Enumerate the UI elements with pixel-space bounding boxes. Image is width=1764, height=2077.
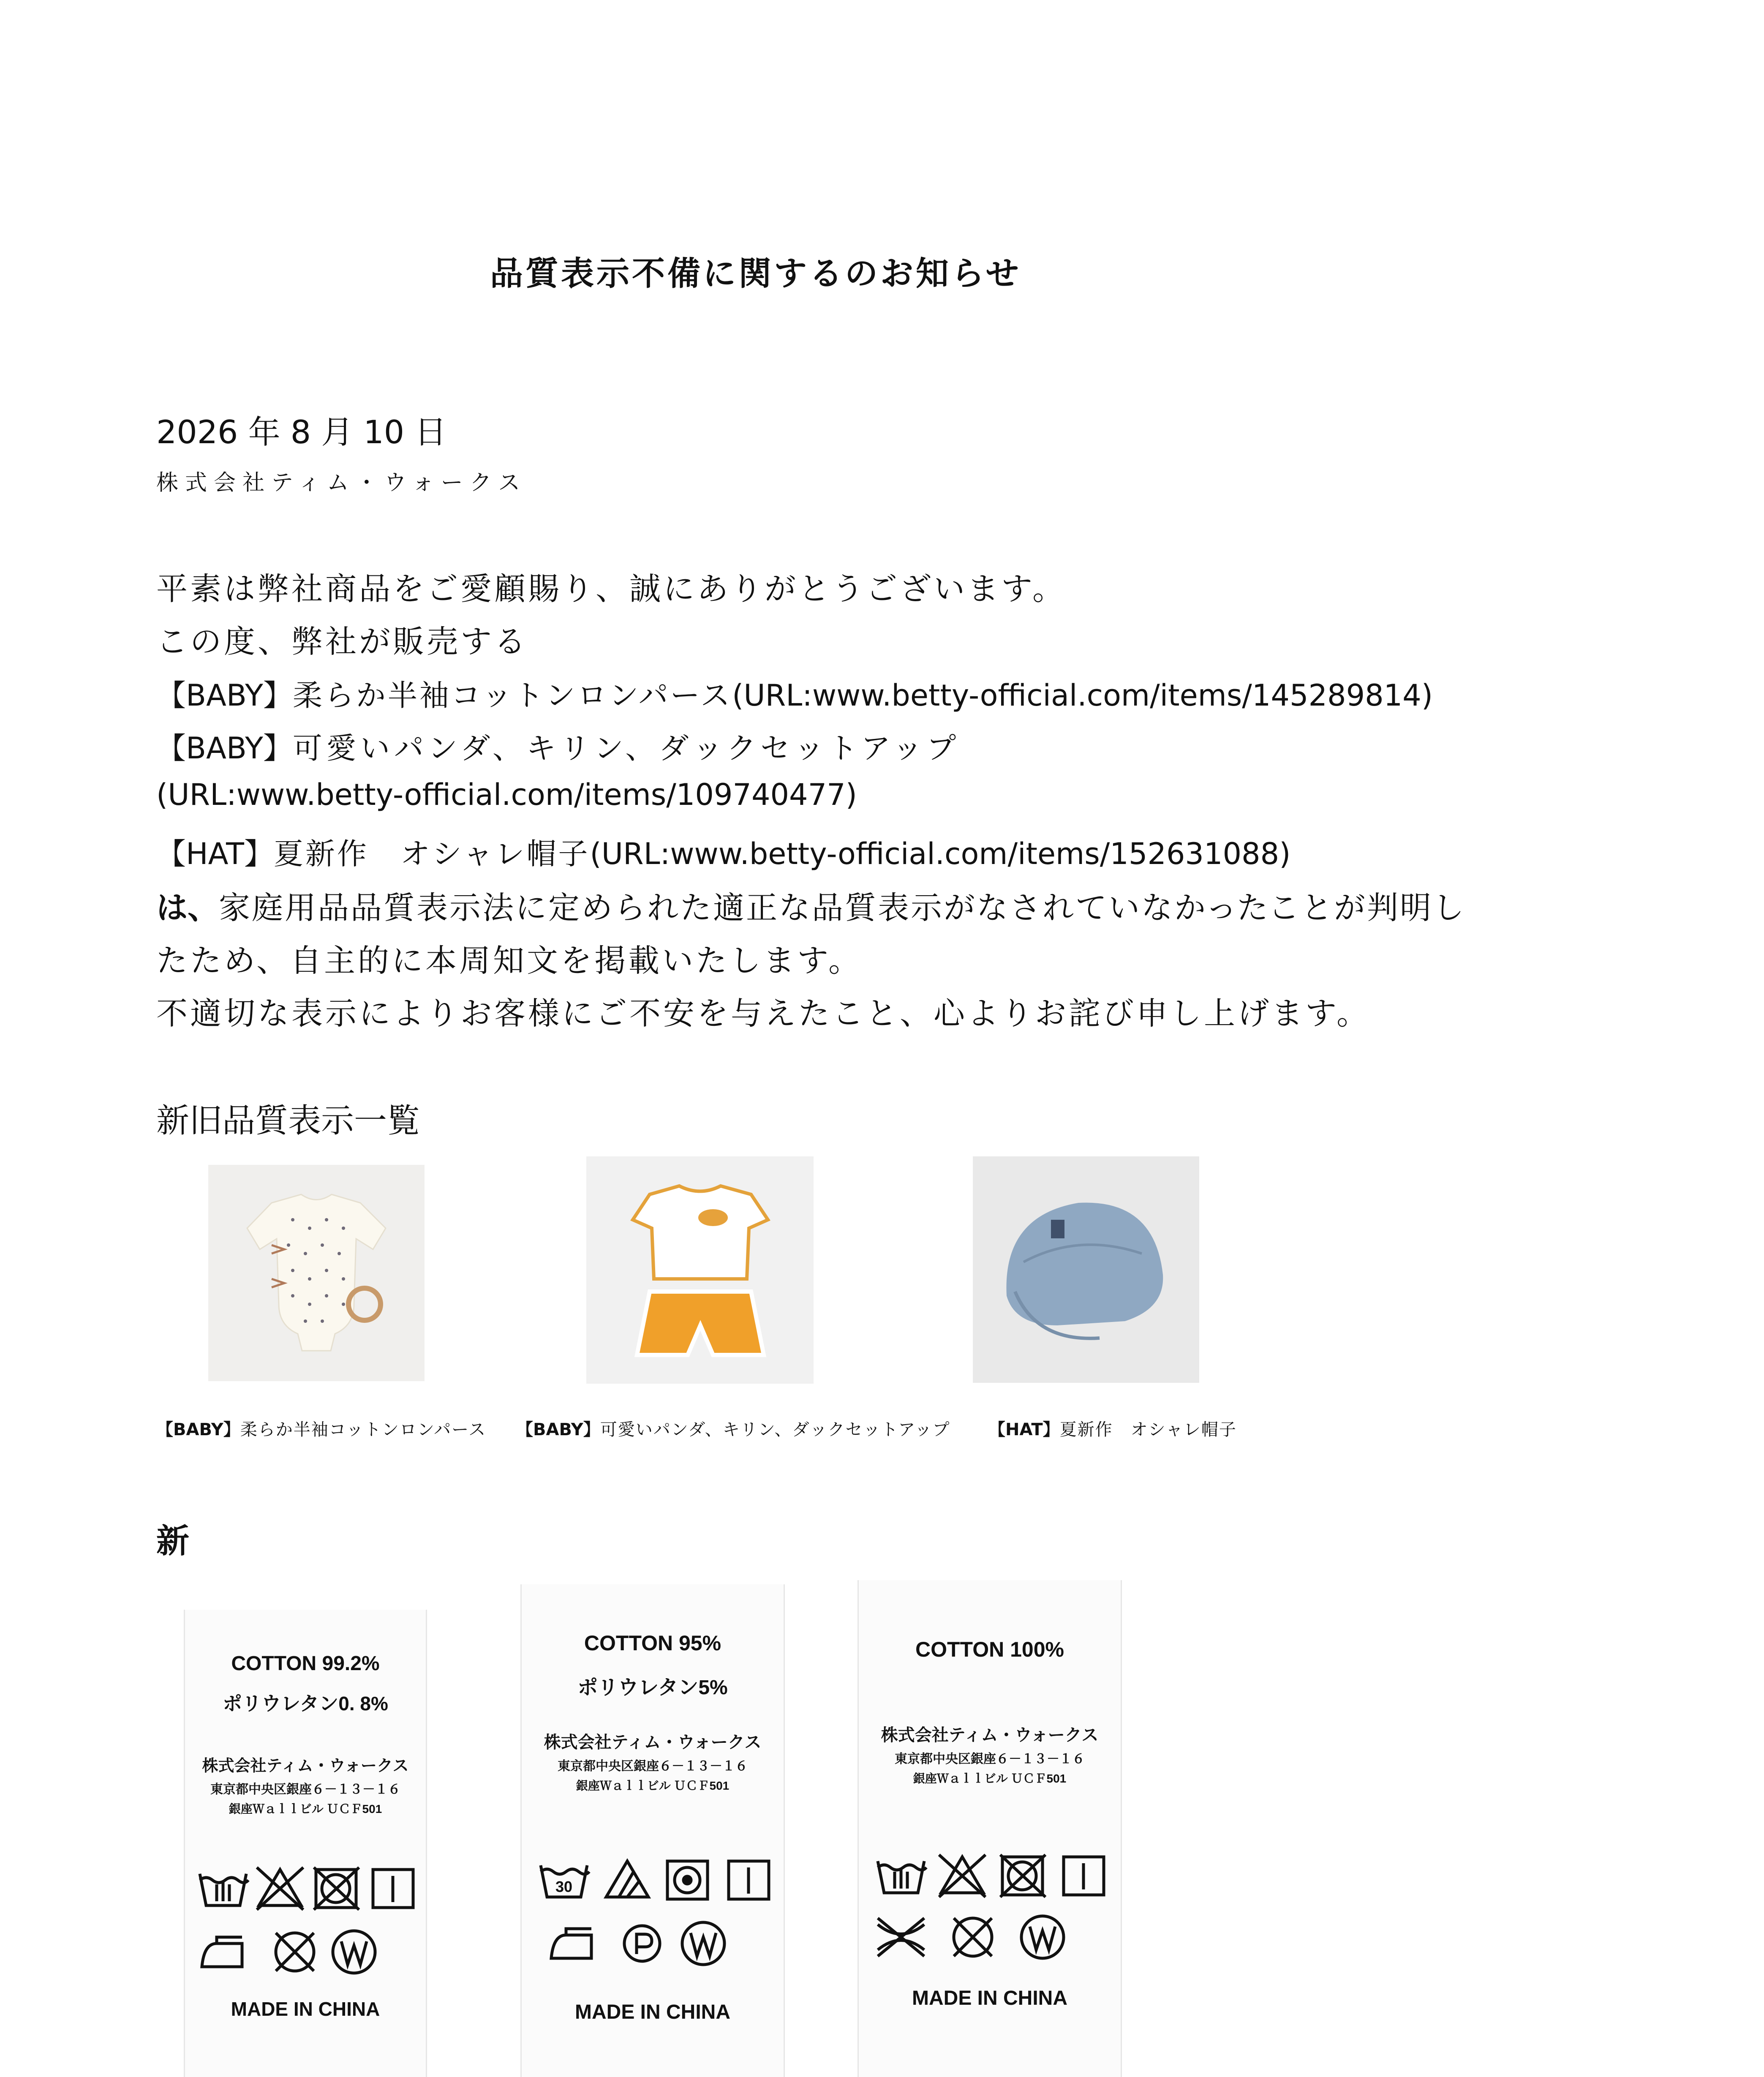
tag1-company: 株式会社ティム・ウォークス	[202, 1757, 409, 1775]
hat-photo	[973, 1156, 1199, 1383]
romper-photo	[208, 1165, 425, 1381]
item1-line	[156, 672, 1433, 714]
tag2-origin: MADE IN CHINA	[575, 2001, 730, 2023]
item2-name: 可愛いパンダ、キリン、ダックセットアップ	[292, 731, 961, 766]
bleach-non-chlorine-icon	[606, 1861, 648, 1897]
notice-line-part2: 家庭用品品質表示法に定められた適正な品質表示がなされていな	[219, 890, 1174, 926]
iron-low-icon	[202, 1937, 242, 1967]
notice-line-2: たため、自主的に本周知文を掲載いたします。	[156, 943, 863, 979]
tag2-address2: 銀座Ｗａｌｌビル ＵＣＦ501	[576, 1779, 730, 1792]
no-wring-icon	[878, 1918, 924, 1956]
tag2-icons-row1	[539, 1855, 775, 1905]
caption-setup-prefix: 【BABY】	[516, 1420, 600, 1439]
hand-wash-icon	[200, 1874, 248, 1905]
item2-prefix: 【BABY】	[156, 731, 293, 766]
tag1-address1: 東京都中央区銀座６－１３－１６	[210, 1783, 400, 1796]
no-dry-clean-icon	[954, 1918, 992, 1956]
notice-line-part1: は、	[156, 890, 219, 926]
list-heading: 新旧品質表示一覧	[156, 1102, 420, 1140]
tag3-address2: 銀座Ｗａｌｌビル ＵＣＦ501	[913, 1772, 1067, 1785]
care-label-setup	[520, 1584, 785, 2077]
care-label-romper	[184, 1610, 427, 2077]
new-section-heading: 新	[156, 1522, 190, 1560]
tag1-icons-row1	[198, 1863, 417, 1914]
wet-clean-icon	[333, 1931, 375, 1973]
tag1-origin: MADE IN CHINA	[231, 1998, 380, 2020]
tag3-material1: COTTON 100%	[915, 1638, 1064, 1661]
tag2-address1: 東京都中央区銀座６－１３－１６	[558, 1759, 748, 1773]
caption-hat	[988, 1416, 1237, 1440]
company-name: 株式会社ティム・ウォークス	[156, 470, 527, 496]
item3-name: 夏新作 オシャレ帽子	[273, 837, 590, 871]
notice-line-part3: かった	[1174, 890, 1268, 926]
page-title: 品質表示不備に関するのお知らせ	[490, 254, 1021, 293]
tag2-material1: COTTON 95%	[584, 1631, 721, 1655]
tag2-company: 株式会社ティム・ウォークス	[544, 1733, 762, 1752]
caption-hat-name: 夏新作 オシャレ帽子	[1059, 1420, 1237, 1439]
tag2-icons-row2	[547, 1918, 767, 1969]
greeting-line: 平素は弊社商品をご愛顧賜り、誠にありがとうございます。	[156, 571, 1067, 607]
no-bleach-icon	[939, 1855, 985, 1897]
setup-photo	[586, 1156, 814, 1384]
tag3-icons-row1	[876, 1851, 1112, 1901]
line-dry-icon	[1064, 1857, 1104, 1895]
caption-romper	[156, 1416, 486, 1440]
caption-romper-prefix: 【BABY】	[156, 1420, 240, 1439]
tag3-address1: 東京都中央区銀座６－１３－１６	[895, 1752, 1085, 1766]
intro-line: この度、弊社が販売する	[156, 624, 528, 660]
notice-line-part4: ことが判明し	[1268, 890, 1466, 926]
apology-line: 不適切な表示によりお客様にご不安を与えたこと、心よりお詫び申し上げます。	[156, 995, 1371, 1032]
hand-wash-icon	[878, 1861, 926, 1893]
caption-setup	[516, 1416, 950, 1440]
wet-clean-icon	[1021, 1916, 1064, 1958]
item1-prefix: 【BABY】	[156, 678, 293, 713]
line-dry-icon	[729, 1861, 769, 1899]
item1-name: 柔らか半袖コットンロンパース	[292, 678, 732, 713]
tag3-company: 株式会社ティム・ウォークス	[881, 1726, 1099, 1744]
caption-hat-prefix: 【HAT】	[988, 1420, 1060, 1439]
notice-date: 2026 年 8 月 10 日	[156, 413, 447, 451]
tag2-material2: ポリウレタン5%	[577, 1676, 728, 1699]
item3-url: (URL:www.betty-official.com/items/152631088)	[590, 837, 1291, 871]
no-bleach-icon	[257, 1867, 303, 1910]
notice-line	[156, 883, 1466, 928]
tumble-dry-icon	[667, 1861, 708, 1899]
item2-line	[156, 725, 960, 767]
tag1-material2: ポリウレタン0. 8%	[223, 1693, 388, 1714]
no-tumble-dry-icon	[314, 1867, 359, 1910]
item1-url: (URL:www.betty-official.com/items/145289814)	[732, 678, 1433, 713]
item2-url-line	[156, 777, 857, 812]
item3-line	[156, 830, 1290, 873]
iron-low-icon	[551, 1929, 591, 1958]
dry-clean-p-icon	[624, 1926, 660, 1961]
line-dry-icon	[373, 1870, 413, 1908]
item3-prefix: 【HAT】	[156, 837, 274, 871]
no-tumble-dry-icon	[1000, 1855, 1045, 1897]
tag1-address2: 銀座Ｗａｌｌビル ＵＣＦ501	[229, 1802, 382, 1815]
wash-temp: 30	[555, 1878, 573, 1895]
care-label-hat	[858, 1580, 1122, 2077]
caption-setup-name: 可愛いパンダ、キリン、ダックセットアップ	[600, 1420, 950, 1439]
item2-url: (URL:www.betty-official.com/items/109740477)	[156, 777, 857, 812]
no-dry-clean-icon	[276, 1933, 314, 1971]
tag3-icons-row2	[876, 1912, 1112, 1963]
tag3-origin: MADE IN CHINA	[912, 1987, 1067, 2009]
tag1-material1: COTTON 99.2%	[231, 1652, 380, 1675]
tag1-icons-row2	[198, 1927, 417, 1977]
caption-romper-name: 柔らか半袖コットンロンパース	[240, 1420, 487, 1439]
wet-clean-icon	[682, 1922, 724, 1965]
